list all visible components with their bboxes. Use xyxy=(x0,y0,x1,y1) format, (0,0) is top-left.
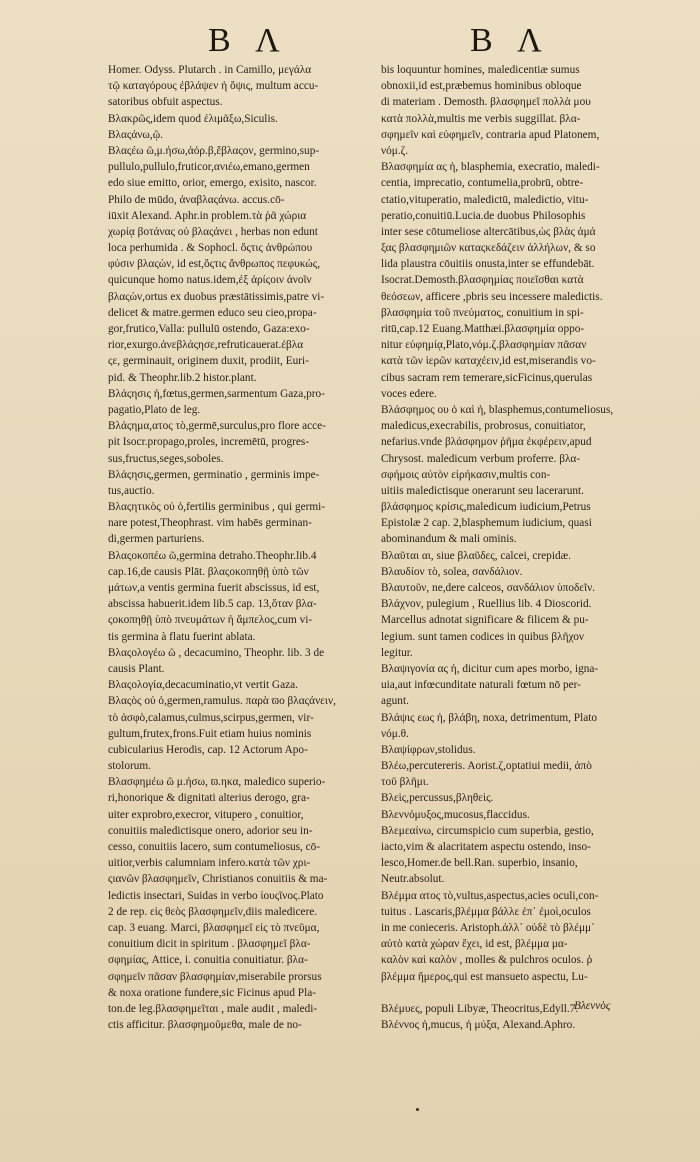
text-line: ςε, germinauit, originem duxit, prodiit, Euri- xyxy=(108,355,309,368)
text-line: τῷ καταγόρους ἐβλάψεν ἡ ὄψις, multum accu- xyxy=(108,80,319,93)
text-line: Βλαςάνω,ῷ. xyxy=(108,128,163,141)
text-line: pit Isocr.propago,proles, incremētū, progres- xyxy=(108,436,310,449)
text-line: Βλασφημία ας ἡ, blasphemia, execratio, maledi- xyxy=(381,161,600,174)
text-line: bis loquuntur homines, maledicentiæ sumus xyxy=(381,64,580,76)
text-line: stolorum. xyxy=(108,760,151,773)
text-line: nare potest,Theophrast. vim habēs germinan- xyxy=(108,517,312,530)
text-line: tuitus . Lascaris,βλέμμα βάλλε ἐπ᾽ ἐμοὶ,oculos xyxy=(381,905,591,918)
text-line: Βλασφημέω ῶ μ.ήσω, ϖ.ηκα, maledico superio- xyxy=(108,776,326,789)
text-line: uiter exprobro,execror, vitupero , conuitior, xyxy=(108,808,304,821)
text-line: Βλαυτοῦν, ne,dere calceos, σανδάλιον ὑποδεῖν. xyxy=(381,582,596,594)
text-line: Βλαυδίον τὸ, solea, σανδάλιον. xyxy=(381,565,523,578)
text-line: Chrysost. maledicum verbum proferre. βλα- xyxy=(381,452,581,465)
text-line: Βλέω,percutereris. Aorist.ζ,optatiui medii, ἀπὸ xyxy=(381,760,592,773)
text-line: νόμ.θ. xyxy=(381,727,409,740)
text-line xyxy=(381,985,643,1001)
text-line: Βλέμμα ατος τὸ,vultus,aspectus,acies oculi,con- xyxy=(381,889,599,902)
text-line: delicet & matre.germen educo seu cieo,propa- xyxy=(108,306,317,319)
text-line: κατὰ πολλὰ,multis me verbis suggillat. βλα- xyxy=(381,112,581,125)
text-line: αὐτὸ κατὰ χώραν ἔχει, id est, βλέμμα μα- xyxy=(381,938,568,951)
text-line: obnoxii,id est,præbemus hominibus obloque xyxy=(381,80,582,93)
right-column xyxy=(381,62,643,1033)
text-line: Homer. Odyss. Plutarch . in Camillo, μεγάλα xyxy=(108,64,312,76)
text-line: cubicularius Herodis, cap. 12 Actorum Apo- xyxy=(108,743,308,756)
text-line: θεόσεων, afficere ,pbris seu incessere maledictis. xyxy=(381,290,603,303)
text-line: rior,exurgo.ἀνεβλάςησε,refruticauerat.ἐβλα xyxy=(108,339,304,352)
text-line: Βλαςοκοπέω ῶ,germina detraho.Theophr.lib.4 xyxy=(108,549,317,562)
text-line: gultum,frutex,frons.Fuit etiam huius nominis xyxy=(108,727,312,740)
text-line: Βλαςολογία,decacuminatio,vt vertit Gaza. xyxy=(108,679,298,692)
text-line: νόμ.ζ. xyxy=(381,144,409,157)
text-line: abominandum & mali ominis. xyxy=(381,533,517,546)
text-line: cap.16,de causis Plāt. βλαςοκοπηθῇ ὑπὸ τῶν xyxy=(108,565,309,578)
text-line: uitiis maledictisque onerarunt seu lacerarunt. xyxy=(381,484,584,497)
text-line: σφημίας, Attice, i. conuitia conuitiatur. βλα- xyxy=(108,954,308,967)
text-line: quicunque homo natus.idem,ἐξ ἀρίςοιν ἀνοῖν xyxy=(108,274,312,287)
text-line: conuitium dicit in spiritum . βλασφημεῖ βλα- xyxy=(108,938,311,951)
text-line: cesso, conuitiis lacero, sum contumeliosus, cō- xyxy=(108,841,321,853)
text-line: pullulo,pullulo,fruticor,ανιέω,emano,germen xyxy=(108,161,310,174)
text-line: abscissa habuerit.idem lib.5 cap. 13,ὅταν βλα- xyxy=(108,598,317,611)
text-line: Βλέννος ἡ,mucus, ἡ μύξα, Alexand.Aphro. xyxy=(381,1019,576,1032)
text-line: χωρίᾳ βοτάνας οὐ βλαςάνει , herbas non edunt xyxy=(108,225,318,238)
text-line: tis germina à flatu fuerint ablata. xyxy=(108,630,256,643)
text-line: legium. sunt tamen codices in quibus βλῆχον xyxy=(381,630,585,643)
text-line: conuitiis maledictisque onero, adorior seu in- xyxy=(108,824,313,837)
text-line: Βλαψίφρων,stolidus. xyxy=(381,743,476,756)
text-line: βλάσφημος κρίσις,maledicum iudicium,Petrus xyxy=(381,501,591,514)
text-line: in me conieceris. Aristoph.ἀλλ᾽ οὐδὲ τὸ βλέμμ᾽ xyxy=(381,921,595,934)
text-line: iacto,vim & alacritatem aspectu ostendo, inso- xyxy=(381,841,591,853)
text-line: ton.de leg.βλασφημεῖται , male audit , maledi- xyxy=(108,1002,318,1015)
text-line: ledictis insectari, Suidas in verbo ἰουςῖνος.Plato xyxy=(108,889,324,902)
text-line: ςοκοπηθῇ ὑπὸ πνευμάτων ἡ ἄμπελος,cum vi- xyxy=(108,614,313,627)
text-line: Βλεννόμυξος,mucosus,flaccidus. xyxy=(381,808,530,821)
text-line: Βλάψις εως ἡ, βλάβη, noxa, detrimentum, Plato xyxy=(381,711,598,724)
text-line: causis Plant. xyxy=(108,662,165,675)
text-line: Βλαῦται αι, siue βλαῦδες, calcei, crepidæ. xyxy=(381,549,571,562)
text-line: inter sese cōtumeliose altercātibus,ὡς βλὰς ἁμά xyxy=(381,225,596,238)
text-line: centia, imprecatio, contumelia,probrū, obtre- xyxy=(381,177,584,190)
text-line: Βλαψιγονία ας ἡ, dicitur cum apes morbo, igna- xyxy=(381,662,599,675)
text-line: Βλάςησις,germen, germinatio , germinis impe- xyxy=(108,468,320,481)
text-line: edo siue emitto, orior, emergo, exisito, nascor. xyxy=(108,177,317,190)
text-line: ctatio,vituperatio, maledictū, maledictio, vitu- xyxy=(381,193,589,206)
text-line: Βλάχνον, pulegium , Ruellius lib. 4 Dioscorid. xyxy=(381,598,592,611)
text-line: peratio,conuitiū.Lucia.de duobus Philosophis xyxy=(381,209,586,222)
text-line: satoribus obfuit aspectus. xyxy=(108,96,223,109)
text-line: pid. & Theophr.lib.2 histor.plant. xyxy=(108,371,257,384)
text-line: nefarius.vnde βλάσφημον ῥῆμα ἐκφέρειν,apud xyxy=(381,436,592,449)
text-line: ξας βλασφημιῶν καταςκεδάζειν ἀλλήλων, & so xyxy=(381,242,596,255)
text-line: σφήμοις αὐτὸν εἰρήκασιν,multis con- xyxy=(381,468,551,481)
text-line: cibus sacram rem temerare,sicFicinus,querulas xyxy=(381,371,593,384)
text-line: Isocrat.Demosth.βλασφημίας ποιεῖσθαι κατὰ xyxy=(381,274,584,287)
text-line: Marcellus adnotat significare & filicem & pu- xyxy=(381,614,589,627)
text-line: voces edere. xyxy=(381,387,437,400)
text-line: 2 de rep. εἰς θεὸς βλασφημεῖν,diis maledicere. xyxy=(108,905,318,918)
text-line: Βλεὶς,percussus,βληθεὶς. xyxy=(381,792,494,805)
text-line: Βλάςημα,ατος τὸ,germē,surculus,pro flore acce- xyxy=(108,420,326,433)
text-line: Philo de mūdo, ἀναβλαςάνω. accus.cō- xyxy=(108,193,285,206)
text-line: βλασφημία τοῦ πνεύματος, conuitium in spi- xyxy=(381,306,584,319)
text-line: gor,frutico,Valla: pullulū ostendo, Gaza:exo- xyxy=(108,323,310,335)
text-line: loca perhumida . & Sophocl. ὅςτις ἀνθρώπου xyxy=(108,242,313,255)
text-line: maledicus,execrabilis, probrosus, conuitiator, xyxy=(381,420,586,433)
catchword: Βλεννὸς xyxy=(574,1000,611,1012)
text-line: βλαςὼν,ortus ex duobus præstātissimis,patre vi- xyxy=(108,290,325,303)
text-line: Βλαςὸς οὐ ὁ,germen,ramulus. παρὰ ϖο βλαςάνειν, xyxy=(108,695,336,708)
text-line: ritū,cap.12 Euang.Matthæi.βλασφημία oppo- xyxy=(381,323,585,335)
text-line: Βλαςολογέω ῶ , decacumino, Theophr. lib. 3 de xyxy=(108,646,325,659)
text-line: φύσιν βλαςὼν, id est,ὅςτις ἄνθρωπος πεφυκώς, xyxy=(108,258,321,271)
text-line: di,germen parturiens. xyxy=(108,533,205,546)
text-line: Βλαςητικὸς οὐ ὁ,fertilis germinibus , qui germi- xyxy=(108,501,326,514)
text-line: Epistolæ 2 cap. 2,blasphemum iudicium, quasi xyxy=(381,517,592,530)
text-line: cap. 3 euang. Marci, βλασφημεῖ εἰς τὸ πνεῦμα, xyxy=(108,921,320,934)
text-line: σφημεῖν καὶ εὐφημεῖν, contraria apud Platonem, xyxy=(381,128,600,141)
printer-mark xyxy=(416,1108,419,1111)
text-line: agunt. xyxy=(381,695,409,708)
text-line: Βλακρῶς,idem quod ἐλιμᾶξω,Siculis. xyxy=(108,112,278,125)
text-line: ςιανῶν βλασφημεῖν, Christianos conuitiis & ma- xyxy=(108,873,328,886)
text-line: Βλέμυες, populi Libyæ, Theocritus,Edyll.7. xyxy=(381,1002,579,1015)
text-line: τοῦ βλῆμι. xyxy=(381,776,429,789)
left-column xyxy=(108,62,370,1033)
text-line: lida plaustra cōuitiis onusta,inter se effundebāt. xyxy=(381,258,595,271)
text-line: σφημεῖν πᾶσαν βλασφημίαν,miserabile prorsus xyxy=(108,970,322,983)
text-line: lesco,Homer.de bell.Ran. superbio, insanio, xyxy=(381,857,578,870)
text-line: ctis afficitur. βλασφημοῦμεθα, male de no- xyxy=(108,1019,302,1032)
text-line: τὸ ἀσφὸ,calamus,culmus,scirpus,germen, vir- xyxy=(108,711,314,724)
text-line: βλέμμα ἥμερος,qui est mansueto aspectu, Lu- xyxy=(381,970,588,983)
text-line: tus,auctio. xyxy=(108,484,155,497)
text-line: nitur εὐφημίᾳ,Plato,νόμ.ζ.βλασφημίαν πᾶσαν xyxy=(381,339,587,352)
text-line: Βλεμεαίνω, circumspicio cum superbia, gestio, xyxy=(381,824,594,837)
text-line: Neutr.absolut. xyxy=(381,873,445,886)
running-head-left: B Λ xyxy=(208,22,288,59)
text-line: καλὸν καὶ καλὸν , molles & pulchros oculos. ῥ xyxy=(381,954,593,967)
text-line: Βλάςησις ἡ,fœtus,germen,sarmentum Gaza,pro- xyxy=(108,387,325,400)
text-line: pagatio,Plato de leg. xyxy=(108,403,201,416)
text-line: Βλάσφημος ου ὁ καὶ ἡ, blasphemus,contumeliosus, xyxy=(381,403,614,416)
text-line: iūxit Alexand. Aphr.in problem.τὰ ῥᾶ χώρια xyxy=(108,209,307,222)
text-line: κατὰ τῶν ἱερῶν καταχέειν,id est,miserandis vo- xyxy=(381,355,596,368)
text-line: uitior,verbis calumniam infero.κατὰ τῶν χρι- xyxy=(108,857,311,870)
text-line: sus,fructus,seges,soboles. xyxy=(108,452,224,465)
text-line: di materiam . Demosth. βλασφημεῖ πολλὰ μου xyxy=(381,96,591,109)
text-line: Βλαςέω ῶ,μ.ήσω,ἀόρ.β,ἔβλαςον, germino,sup- xyxy=(108,144,320,157)
running-head-right: B Λ xyxy=(470,22,550,59)
text-line: & noxa oratione fundere,sic Ficinus apud Pla- xyxy=(108,986,316,999)
text-line: ri,honorique & dignitati alterius derogo, gra- xyxy=(108,792,310,805)
text-line: uia,aut infœcunditate naturali fœtum nō per- xyxy=(381,679,581,692)
text-line: μάτων,a ventis germina fuerit abscissus, id est, xyxy=(108,582,320,594)
text-line: legitur. xyxy=(381,646,413,659)
